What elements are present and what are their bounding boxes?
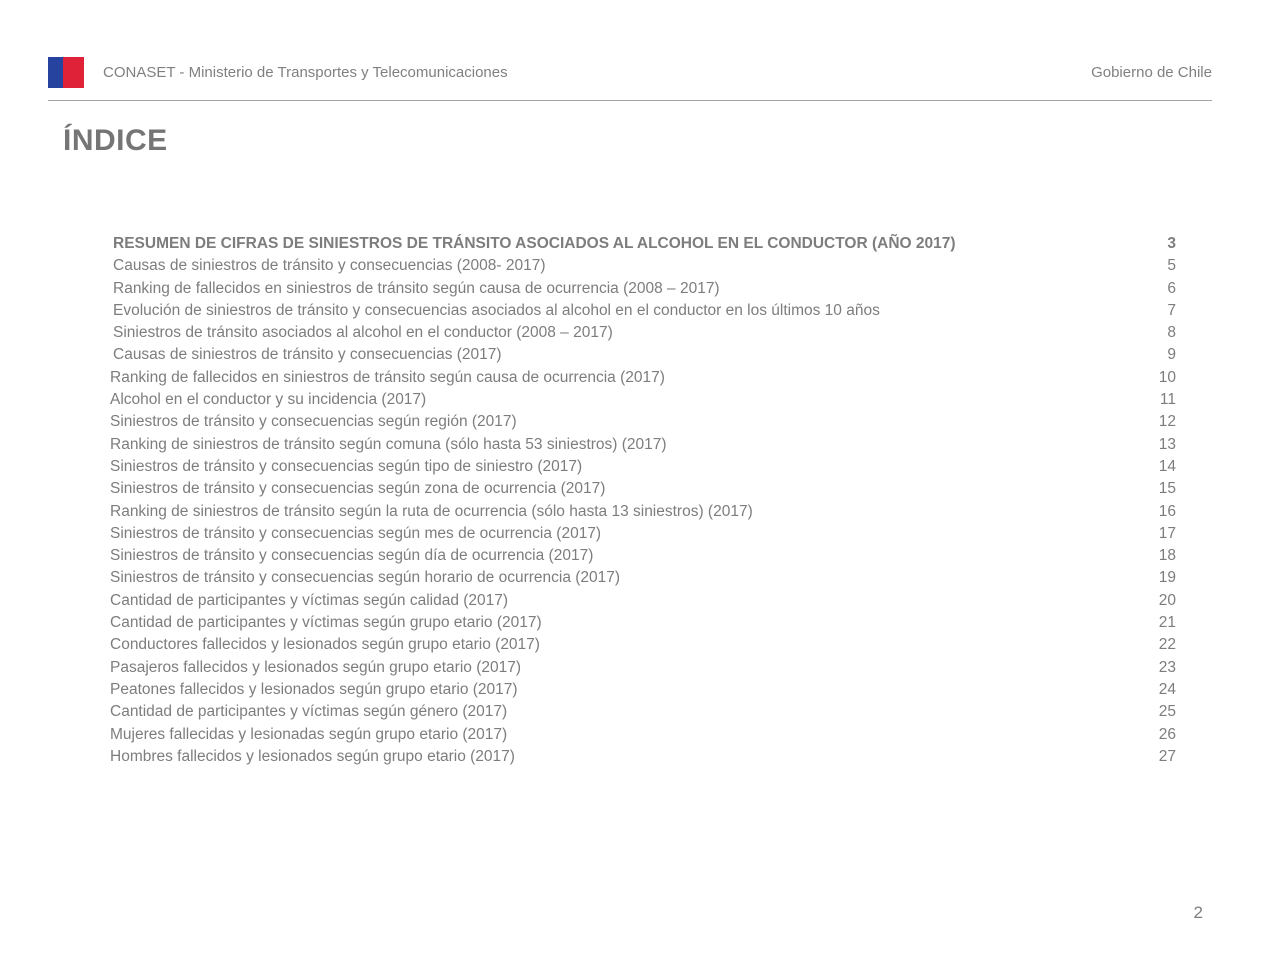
toc-entry-page: 13 <box>1158 435 1176 453</box>
toc-entry-page: 19 <box>1158 569 1176 587</box>
toc-entry <box>110 411 1176 433</box>
toc-entry-page: 23 <box>1158 658 1176 676</box>
page-title: ÍNDICE <box>63 124 168 157</box>
toc-entry-page: 7 <box>1167 301 1176 319</box>
chile-flag-logo-icon <box>48 57 84 88</box>
toc-entry-label: Siniestros de tránsito y consecuencias según mes de ocurrencia (2017) <box>110 524 602 542</box>
toc-entry-page: 26 <box>1158 725 1176 743</box>
toc-entry <box>110 701 1176 723</box>
toc-entry-page: 20 <box>1158 591 1176 609</box>
toc-entry-label: Causas de siniestros de tránsito y consecuencias (2008- 2017) <box>113 257 546 275</box>
toc-entry <box>110 634 1176 656</box>
toc-entry-label: Conductores fallecidos y lesionados según grupo etario (2017) <box>110 636 540 654</box>
toc-entry <box>110 434 1176 456</box>
toc-entry-page: 17 <box>1158 524 1176 542</box>
toc-entry <box>110 612 1176 634</box>
toc-entry <box>110 724 1176 746</box>
toc-entry-label: Siniestros de tránsito y consecuencias según día de ocurrencia (2017) <box>110 547 594 565</box>
toc-entry-page: 11 <box>1159 391 1176 409</box>
toc-entry <box>110 344 1176 366</box>
toc-entry <box>110 233 1176 255</box>
toc-entry-label: Hombres fallecidos y lesionados según grupo etario (2017) <box>110 747 515 765</box>
toc-entry <box>110 367 1176 389</box>
toc-entry-label: Siniestros de tránsito y consecuencias según horario de ocurrencia (2017) <box>110 569 621 587</box>
toc-entry-page: 5 <box>1167 257 1176 275</box>
toc-entry-label: Cantidad de participantes y víctimas según calidad (2017) <box>110 591 509 609</box>
toc-entry <box>110 523 1176 545</box>
toc-entry-label: Peatones fallecidos y lesionados según grupo etario (2017) <box>110 680 518 698</box>
toc-entry-page: 18 <box>1158 547 1176 565</box>
toc-entry-page: 8 <box>1167 324 1176 342</box>
toc-entry-label: Cantidad de participantes y víctimas según grupo etario (2017) <box>110 614 542 632</box>
toc-entry <box>110 255 1176 277</box>
toc-entry <box>110 278 1176 300</box>
toc-entry-page: 6 <box>1167 279 1176 297</box>
toc-entry <box>110 657 1176 679</box>
toc-entry <box>110 389 1176 411</box>
toc-entry-page: 21 <box>1158 614 1176 632</box>
toc-entry-page: 22 <box>1158 636 1176 654</box>
toc-entry-label: Siniestros de tránsito asociados al alcohol en el conductor (2008 – 2017) <box>113 324 613 342</box>
toc-entry-label: Mujeres fallecidas y lesionadas según grupo etario (2017) <box>110 725 508 743</box>
toc-entry-page: 3 <box>1167 235 1176 252</box>
toc-entry <box>110 300 1176 322</box>
toc-entry-label: Evolución de siniestros de tránsito y consecuencias asociados al alcohol en el conductor en los últimos 10 años <box>113 301 880 319</box>
footer-page-number: 2 <box>1193 903 1203 922</box>
toc-entry-label: Pasajeros fallecidos y lesionados según grupo etario (2017) <box>110 658 521 676</box>
toc-entry-page: 24 <box>1158 680 1176 698</box>
header-divider <box>48 100 1212 101</box>
toc-entry-page: 9 <box>1167 346 1176 364</box>
toc-entry-label: Siniestros de tránsito y consecuencias según tipo de siniestro (2017) <box>110 457 583 475</box>
page-header <box>48 56 1212 89</box>
toc-entry-label: Alcohol en el conductor y su incidencia (2017) <box>110 391 427 409</box>
toc-entry-label: Causas de siniestros de tránsito y consecuencias (2017) <box>113 346 502 364</box>
toc-entry <box>110 567 1176 589</box>
toc-entry-page: 12 <box>1158 413 1176 431</box>
toc-list <box>110 233 1176 768</box>
toc-entry-page: 25 <box>1158 703 1176 721</box>
toc-entry-page: 10 <box>1158 368 1176 386</box>
toc-entry-label: Ranking de fallecidos en siniestros de tránsito según causa de ocurrencia (2017) <box>110 368 665 386</box>
logo-blue-block <box>48 57 63 88</box>
toc-entry-label: RESUMEN DE CIFRAS DE SINIESTROS DE TRÁNSITO ASOCIADOS AL ALCOHOL EN EL CONDUCTOR (AÑO 2017) <box>113 235 956 252</box>
toc-entry-label: Ranking de fallecidos en siniestros de tránsito según causa de ocurrencia (2008 – 2017) <box>113 279 720 297</box>
toc-entry <box>110 478 1176 500</box>
toc-entry-label: Cantidad de participantes y víctimas según género (2017) <box>110 703 508 721</box>
government-name: Gobierno de Chile <box>1091 64 1212 81</box>
toc-entry-page: 15 <box>1158 480 1176 498</box>
toc-entry-page: 14 <box>1158 457 1176 475</box>
organization-name: CONASET - Ministerio de Transportes y Telecomunicaciones <box>103 64 508 81</box>
toc-entry <box>110 590 1176 612</box>
toc-entry-label: Ranking de siniestros de tránsito según comuna (sólo hasta 53 siniestros) (2017) <box>110 435 667 453</box>
toc-entry-page: 27 <box>1158 747 1176 765</box>
toc-entry-page: 16 <box>1158 502 1176 520</box>
toc-entry <box>110 501 1176 523</box>
logo-red-block <box>63 57 84 88</box>
toc-entry-label: Siniestros de tránsito y consecuencias según región (2017) <box>110 413 517 431</box>
toc-entry <box>110 322 1176 344</box>
toc-entry <box>110 545 1176 567</box>
toc-entry <box>110 456 1176 478</box>
toc-entry-label: Ranking de siniestros de tránsito según la ruta de ocurrencia (sólo hasta 13 siniestros) (2017) <box>110 502 753 520</box>
toc-entry-label: Siniestros de tránsito y consecuencias según zona de ocurrencia (2017) <box>110 480 606 498</box>
toc-entry <box>110 679 1176 701</box>
toc-entry <box>110 746 1176 768</box>
